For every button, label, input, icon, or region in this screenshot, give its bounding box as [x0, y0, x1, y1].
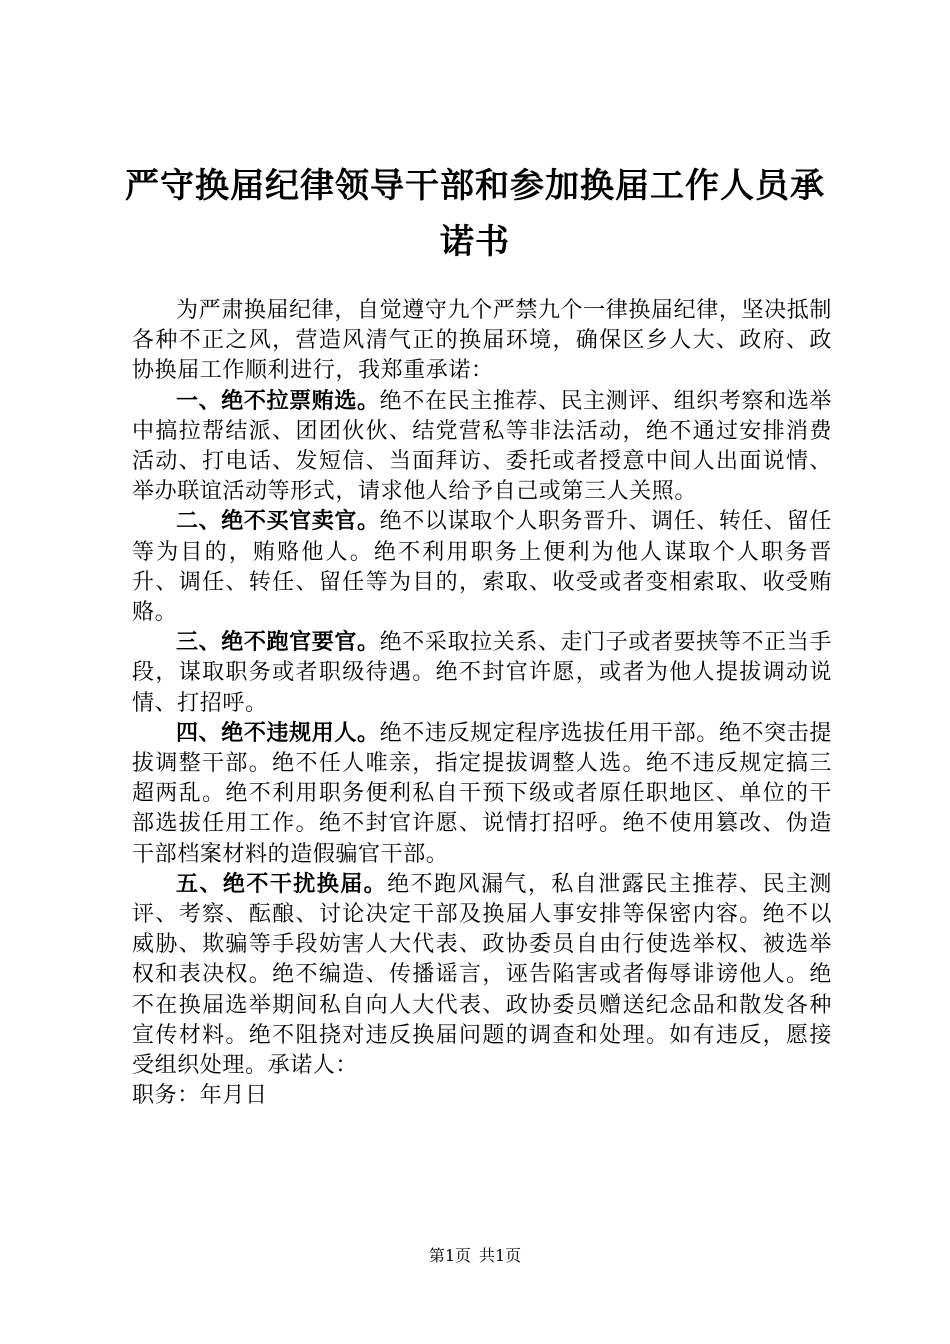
pledge-item-5 [132, 870, 832, 1081]
pledge-text: 绝不跑风漏气，私自泄露民主推荐、民主测评、考察、酝酿、讨论决定干部及换届人事安排等保密内容。绝不以威胁、欺骗等手段妨害人大代表、政协委员自由行使选举权、被选举权和表决权。绝不编造、传播谣言，诬告陷害或者侮辱诽谤他人。绝不在换届选举期间私自向人大代表、政协委员赠送纪念品和散发各种宣传材料。绝不阻挠对违反换届问题的调查和处理。如有违反，愿接受组织处理。承诺人： [132, 871, 833, 1079]
page-total: 共1页 [479, 1246, 522, 1265]
pledge-item-2 [132, 507, 832, 628]
document-title: 严守换届纪律领导干部和参加换届工作人员承 [125, 166, 825, 206]
pledge-heading: 一、绝不拉票贿选。 [176, 388, 380, 414]
pledge-text: 绝不以谋取个人职务晋升、调任、转任、留任等为目的，贿赂他人。绝不利用职务上便利为他人谋取个人职务晋升、调任、转任、留任等为目的，索取、收受或者变相索取、收受贿赂。 [132, 509, 832, 626]
pledge-heading: 二、绝不买官卖官。 [176, 509, 380, 535]
page-footer [0, 1244, 950, 1268]
intro-paragraph: 为严肃换届纪律，自觉遵守九个严禁九个一律换届纪律，坚决抵制各种不正之风，营造风清气正的换届环境，确保区乡人大、政府、政协换届工作顺利进行，我郑重承诺： [132, 298, 832, 384]
signature-line: 职务：年月日 [132, 1083, 268, 1109]
pledge-heading: 三、绝不跑官要官。 [176, 630, 380, 656]
pledge-item-1 [132, 387, 832, 508]
pledge-item-3 [132, 628, 832, 719]
pledge-heading: 五、绝不干扰换届。 [176, 871, 388, 897]
pledge-heading: 四、绝不违规用人。 [176, 720, 380, 746]
document-title-continued: 诺书 [440, 222, 510, 262]
document-body [132, 296, 832, 1111]
pledge-text: 绝不在民主推荐、民主测评、组织考察和选举中搞拉帮结派、团团伙伙、结党营私等非法活动，绝不通过安排消费活动、打电话、发短信、当面拜访、委托或者授意中间人出面说情、举办联谊活动等形式，请求他人给予自己或第三人关照。 [132, 388, 832, 505]
pledge-text: 绝不违反规定程序选拔任用干部。绝不突击提拔调整干部。绝不任人唯亲，指定提拔调整人选。绝不违反规定搞三超两乱。绝不利用职务便利私自干预下级或者原任职地区、单位的干部选拔任用工作。绝不封官许愿、说情打招呼。绝不使用篡改、伪造干部档案材料的造假骗官干部。 [132, 720, 832, 867]
page-number: 第1页 [428, 1246, 471, 1265]
pledge-item-4 [132, 719, 832, 870]
pledge-text: 绝不采取拉关系、走门子或者要挟等不正当手段，谋取职务或者职级待遇。绝不封官许愿，或者为他人提拔调动说情、打招呼。 [132, 630, 832, 716]
